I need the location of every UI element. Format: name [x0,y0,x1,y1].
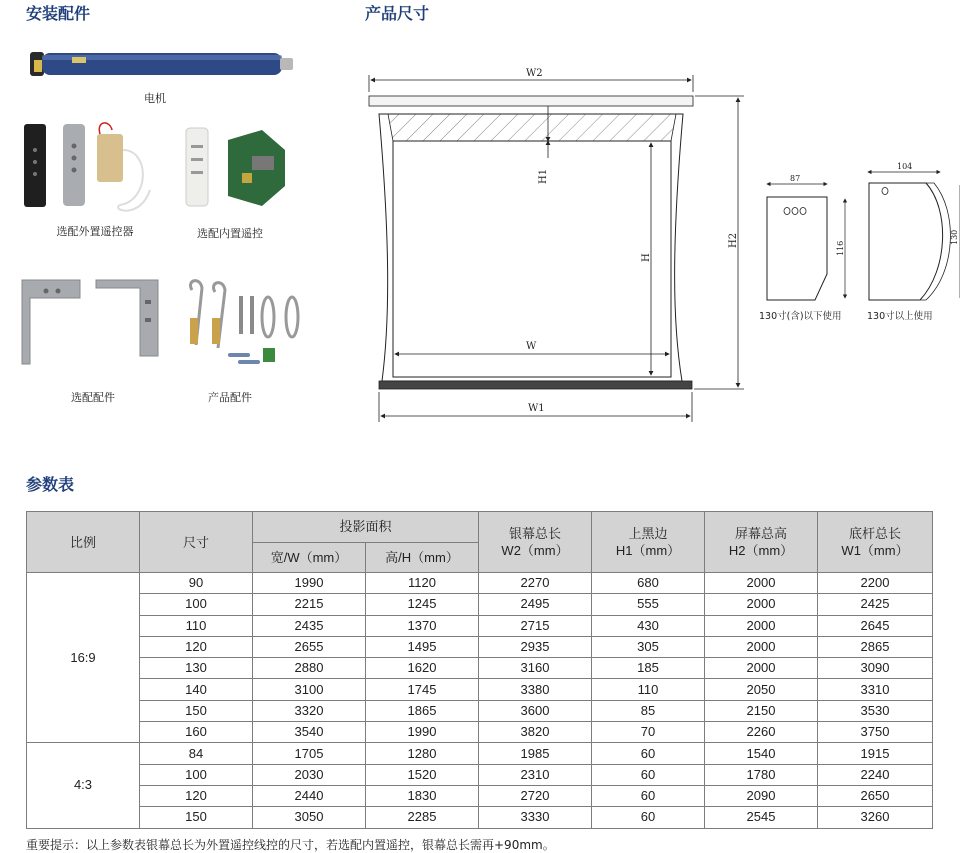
table-cell: 2240 [818,764,933,785]
table-cell: 150 [140,807,253,828]
table-cell: 2090 [705,785,818,806]
table-cell: 3600 [479,700,592,721]
external-remote-caption: 选配外置遥控器 [56,225,134,238]
table-cell: 555 [592,594,705,615]
table-cell: 2425 [818,594,933,615]
dimension-diagram [360,0,960,440]
optional-parts-caption: 选配配件 [71,391,115,404]
table-cell: 100 [140,764,253,785]
table-cell: 110 [592,679,705,700]
table-cell: 1245 [366,594,479,615]
table-cell: 160 [140,722,253,743]
table-cell: 3320 [253,700,366,721]
table-row [27,743,933,764]
table-cell: 2150 [705,700,818,721]
h2-label: H2 [728,232,739,248]
table-row [27,573,933,594]
table-cell: 1370 [366,615,479,636]
table-row [27,785,933,806]
table-cell: 1495 [366,636,479,657]
table-row [27,807,933,828]
table-cell: 2000 [705,573,818,594]
table-cell: 2260 [705,722,818,743]
table-cell: 3260 [818,807,933,828]
table-cell: 2715 [479,615,592,636]
table-row [27,615,933,636]
w-label: W [526,341,537,352]
w2-label: W2 [526,68,543,79]
table-cell: 2285 [366,807,479,828]
small-bracket-drawing [759,174,845,322]
table-cell: 1745 [366,679,479,700]
table-cell: 2645 [818,615,933,636]
table-cell: 150 [140,700,253,721]
header-projection-area: 投影面积 [253,512,479,543]
table-cell: 3750 [818,722,933,743]
table-cell: 2650 [818,785,933,806]
table-cell: 1915 [818,743,933,764]
w1-label: W1 [528,403,545,414]
product-parts-caption: 产品配件 [208,391,252,404]
table-cell: 2720 [479,785,592,806]
optional-brackets-image [22,280,158,364]
header-width: 宽/W（mm） [253,542,366,573]
table-cell: 1280 [366,743,479,764]
table-cell: 2030 [253,764,366,785]
table-cell: 3050 [253,807,366,828]
small-height-label: 116 [836,240,845,256]
h1-label: H1 [538,168,549,184]
accessories-heading: 安装配件 [26,4,91,23]
table-cell: 3160 [479,658,592,679]
small-width-label: 87 [790,174,801,183]
table-row [27,700,933,721]
motor-image [30,52,293,76]
table-cell: 70 [592,722,705,743]
important-note: 重要提示：以上参数表银幕总长为外置遥控线控的尺寸，若选配内置遥控，银幕总长需再+90mm。 [26,838,555,852]
table-cell: 1520 [366,764,479,785]
table-cell: 1540 [705,743,818,764]
table-cell: 185 [592,658,705,679]
large-width-label: 104 [897,162,913,171]
ratio-cell: 4:3 [27,743,140,828]
table-cell: 2000 [705,636,818,657]
table-body [27,573,933,829]
table-cell: 3090 [818,658,933,679]
table-cell: 120 [140,785,253,806]
product-parts-image [190,281,298,364]
header-height: 高/H（mm） [366,542,479,573]
table-row [27,594,933,615]
table-cell: 2215 [253,594,366,615]
header-size: 尺寸 [140,512,253,573]
dimensions-heading: 产品尺寸 [365,4,430,23]
table-cell: 1830 [366,785,479,806]
table-cell: 2310 [479,764,592,785]
table-cell: 3380 [479,679,592,700]
table-cell: 100 [140,594,253,615]
header-ratio: 比例 [27,512,140,573]
internal-remote-image [186,128,285,206]
table-cell: 2000 [705,594,818,615]
large-bracket-drawing [867,162,960,322]
table-cell: 85 [592,700,705,721]
table-cell: 1985 [479,743,592,764]
table-cell: 110 [140,615,253,636]
table-row [27,636,933,657]
table-cell: 3820 [479,722,592,743]
large-height-label: 130 [950,229,959,245]
table-cell: 3540 [253,722,366,743]
table-cell: 1990 [366,722,479,743]
table-cell: 2935 [479,636,592,657]
large-bracket-caption: 130寸以上使用 [867,311,933,322]
table-cell: 2270 [479,573,592,594]
table-cell: 2495 [479,594,592,615]
table-cell: 90 [140,573,253,594]
table-cell: 60 [592,785,705,806]
table-cell: 2200 [818,573,933,594]
accessories-illustrations [0,0,320,380]
table-cell: 1705 [253,743,366,764]
table-cell: 2545 [705,807,818,828]
table-row [27,764,933,785]
internal-remote-caption: 选配内置遥控 [197,227,263,240]
table-cell: 305 [592,636,705,657]
params-heading: 参数表 [26,475,75,494]
header-h2: 屏幕总高 H2（mm） [705,512,818,573]
header-w2: 银幕总长 W2（mm） [479,512,592,573]
h-label: H [641,253,652,262]
table-cell: 60 [592,764,705,785]
table-cell: 130 [140,658,253,679]
table-cell: 2435 [253,615,366,636]
small-bracket-caption: 130寸(含)以下使用 [759,311,842,322]
header-w1: 底杆总长 W1（mm） [818,512,933,573]
table-cell: 3530 [818,700,933,721]
table-cell: 2000 [705,615,818,636]
table-cell: 3310 [818,679,933,700]
table-cell: 2880 [253,658,366,679]
table-cell: 120 [140,636,253,657]
table-cell: 680 [592,573,705,594]
motor-caption: 电机 [144,92,166,105]
ratio-cell: 16:9 [27,573,140,743]
table-cell: 3100 [253,679,366,700]
table-cell: 2050 [705,679,818,700]
table-cell: 1620 [366,658,479,679]
external-remote-image [24,123,150,211]
table-cell: 3330 [479,807,592,828]
parameter-table [26,511,933,829]
table-cell: 84 [140,743,253,764]
table-cell: 2655 [253,636,366,657]
table-cell: 2440 [253,785,366,806]
table-cell: 140 [140,679,253,700]
table-cell: 2865 [818,636,933,657]
table-row [27,658,933,679]
table-cell: 1990 [253,573,366,594]
table-cell: 1780 [705,764,818,785]
table-cell: 60 [592,743,705,764]
table-cell: 2000 [705,658,818,679]
header-h1: 上黑边 H1（mm） [592,512,705,573]
table-cell: 430 [592,615,705,636]
table-cell: 60 [592,807,705,828]
table-row [27,722,933,743]
table-row [27,679,933,700]
table-cell: 1865 [366,700,479,721]
table-cell: 1120 [366,573,479,594]
